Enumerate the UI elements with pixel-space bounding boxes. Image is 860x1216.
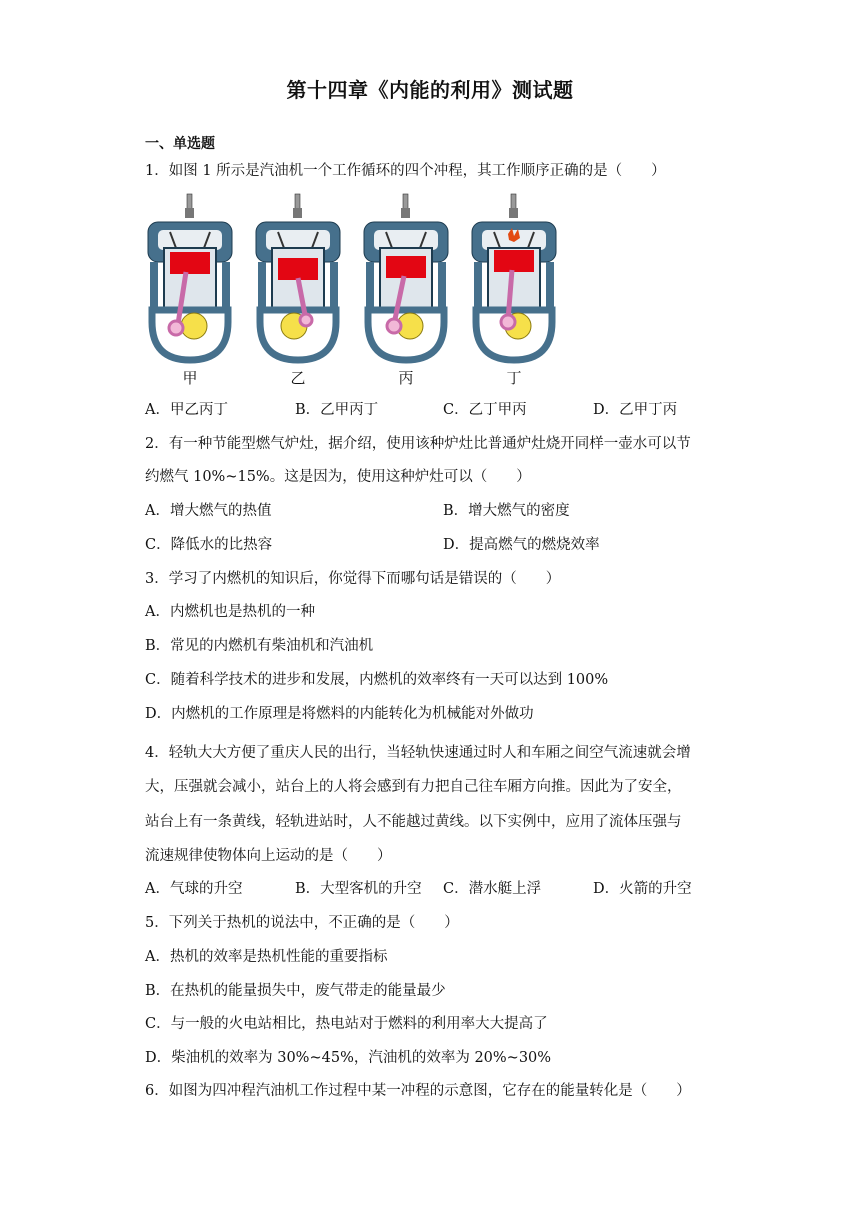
engine-strokes-figure	[140, 192, 560, 392]
question-2-option-d: D．提高燃气的燃烧效率	[443, 537, 600, 553]
document-title: 第十四章《内能的利用》测试题	[286, 78, 574, 102]
question-4-option-d: D．火箭的升空	[593, 881, 692, 897]
question-1-stem: 1．如图 1 所示是汽油机一个工作循环的四个冲程，其工作顺序正确的是（ ）	[145, 163, 666, 179]
section-heading: 一、单选题	[145, 136, 215, 152]
question-5-option-c: C．与一般的火电站相比，热电站对于燃料的利用率大大提高了	[145, 1016, 548, 1032]
engine-diagram-ding	[464, 192, 564, 392]
question-5-option-b: B．在热机的能量损失中，废气带走的能量最少	[145, 983, 446, 999]
question-1-option-a: A．甲乙丙丁	[145, 402, 228, 418]
question-4-stem-line-2: 大，压强就会减小，站台上的人将会感到有力把自己往车厢方向推。因此为了安全，	[145, 779, 682, 795]
question-4-stem-line-1: 4．轻轨大大方便了重庆人民的出行，当轻轨快速通过时人和车厢之间空气流速就会增	[145, 745, 691, 761]
engine-illustration	[356, 192, 456, 367]
question-2-option-b: B．增大燃气的密度	[443, 503, 570, 519]
engine-illustration	[248, 192, 348, 367]
engine-illustration	[464, 192, 564, 367]
engine-diagram-jia	[140, 192, 240, 392]
question-1-option-d: D．乙甲丁丙	[593, 402, 678, 418]
question-4-option-b: B．大型客机的升空	[295, 881, 422, 897]
question-3-option-b: B．常见的内燃机有柴油机和汽油机	[145, 638, 374, 654]
question-5-option-d: D．柴油机的效率为 30%~45%，汽油机的效率为 20%~30%	[145, 1050, 552, 1066]
engine-label: 丁	[506, 369, 522, 387]
question-2-stem-line-1: 2．有一种节能型燃气炉灶，据介绍，使用该种炉灶比普通炉灶烧开同样一壶水可以节	[145, 436, 691, 452]
question-3-option-c: C．随着科学技术的进步和发展，内燃机的效率终有一天可以达到 100%	[145, 672, 609, 688]
engine-illustration	[140, 192, 240, 367]
question-2-stem-line-2: 约燃气 10%~15%。这是因为，使用这种炉灶可以（ ）	[145, 469, 531, 485]
question-5-stem: 5．下列关于热机的说法中，不正确的是（ ）	[145, 915, 459, 931]
question-3-option-a: A．内燃机也是热机的一种	[145, 604, 315, 620]
question-4-stem-line-4: 流速规律使物体向上运动的是（ ）	[145, 848, 392, 864]
question-1-option-b: B．乙甲丙丁	[295, 402, 379, 418]
question-3-option-d: D．内燃机的工作原理是将燃料的内能转化为机械能对外做功	[145, 706, 534, 722]
question-5-option-a: A．热机的效率是热机性能的重要指标	[145, 949, 388, 965]
engine-diagram-yi	[248, 192, 348, 392]
engine-label: 乙	[290, 369, 306, 387]
question-2-option-c: C．降低水的比热容	[145, 537, 273, 553]
engine-diagram-bing	[356, 192, 456, 392]
engine-label: 丙	[398, 369, 414, 387]
question-4-option-a: A．气球的升空	[145, 881, 243, 897]
question-2-option-a: A．增大燃气的热值	[145, 503, 272, 519]
question-4-stem-line-3: 站台上有一条黄线，轻轨进站时，人不能越过黄线。以下实例中，应用了流体压强与	[145, 814, 682, 830]
question-3-stem: 3．学习了内燃机的知识后，你觉得下而哪句话是错误的（ ）	[145, 571, 561, 587]
question-4-option-c: C．潜水艇上浮	[443, 881, 542, 897]
question-6-stem: 6．如图为四冲程汽油机工作过程中某一冲程的示意图，它存在的能量转化是（ ）	[145, 1083, 691, 1099]
question-1-option-c: C．乙丁甲丙	[443, 402, 527, 418]
engine-label: 甲	[182, 369, 198, 387]
